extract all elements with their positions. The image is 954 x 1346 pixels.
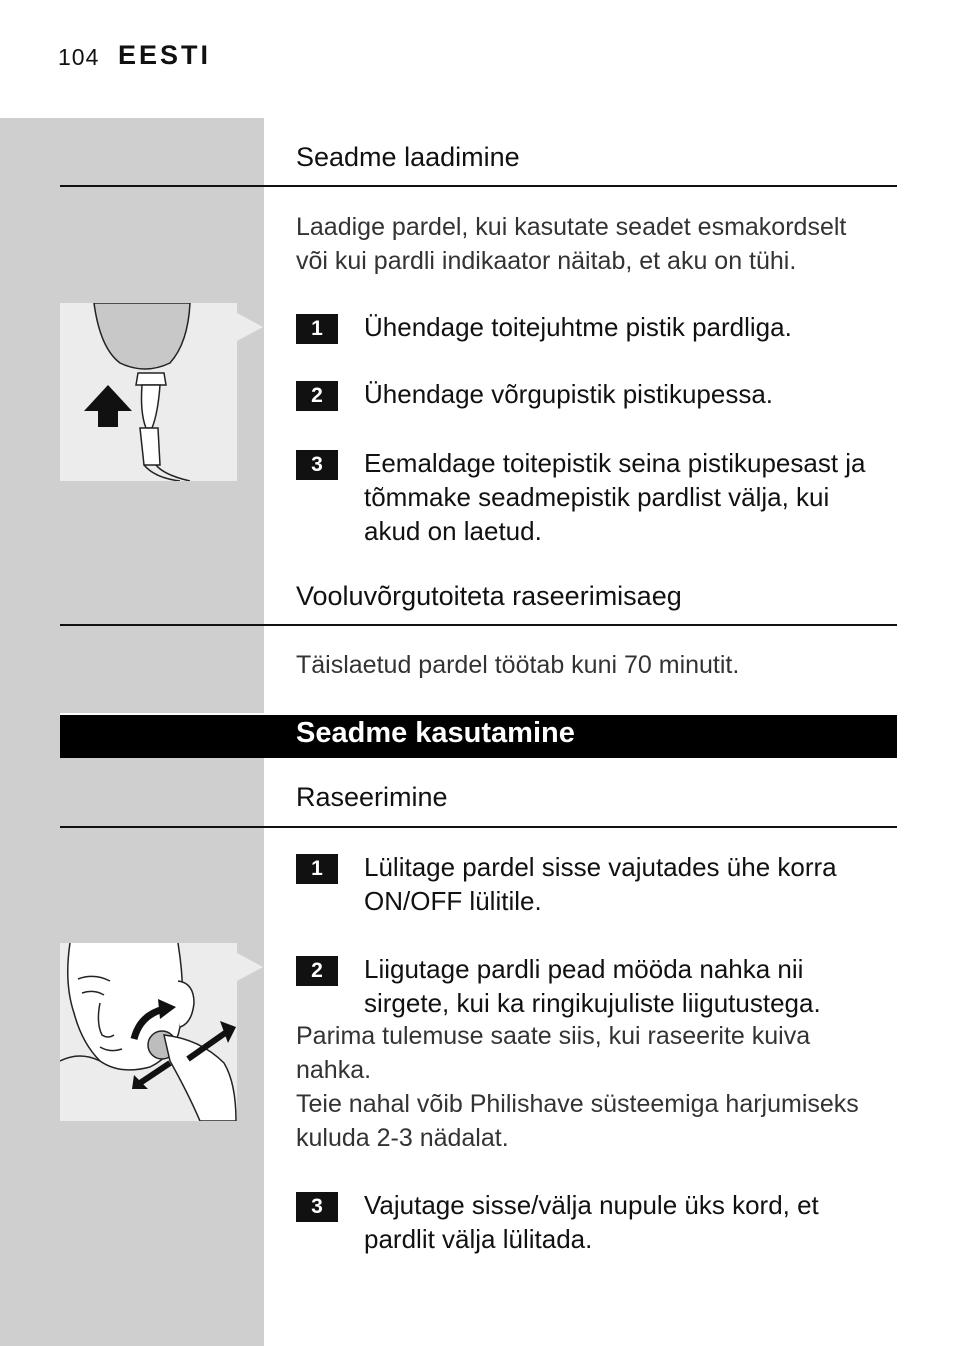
section-banner [60, 713, 897, 758]
section-rule [60, 826, 897, 828]
step-text: Vajutage sisse/välja nupule üks kord, et pardlit välja lülitada. [364, 1190, 819, 1254]
step-number: 2 [296, 381, 338, 411]
up-arrow-icon [84, 385, 132, 427]
step-number: 2 [296, 956, 338, 986]
cordless-text: Täislaetud pardel töötab kuni 70 minutit. [296, 651, 740, 679]
charging-intro-line2: või kui pardli indikaator näitab, et aku on tühi. [296, 247, 797, 275]
step-number: 1 [296, 854, 338, 884]
section-title-cordless: Vooluvõrgutoiteta raseerimisaeg [296, 581, 682, 611]
step-number: 1 [296, 314, 338, 344]
section-rule [60, 185, 897, 187]
shaving-note-line: Parima tulemuse saate siis, kui raseerite kuiva [296, 1022, 811, 1050]
section-title-shaving: Raseerimine [296, 782, 448, 812]
section-title-charging: Seadme laadimine [296, 142, 520, 172]
step-number: 3 [296, 450, 338, 480]
step-text: Ühendage toitejuhtme pistik pardliga. [364, 312, 792, 342]
section-rule [60, 624, 897, 626]
step-text: Liigutage pardli pead mööda nahka nii sirgete, kui ka ringikujuliste liigutustega. [364, 954, 821, 1018]
illustration-pointer [237, 313, 263, 341]
banner-title: Seadme kasutamine [296, 717, 575, 749]
shaving-note-line: kuluda 2-3 nädalat. [296, 1124, 509, 1152]
page-number: 104 [58, 44, 100, 70]
shaving-note-line: nahka. [296, 1056, 372, 1084]
language-label: EESTI [118, 40, 212, 70]
charging-illustration [60, 303, 237, 481]
illustration-pointer [237, 953, 263, 981]
shaving-illustration [60, 943, 237, 1121]
charging-intro-line1: Laadige pardel, kui kasutate seadet esmakordselt [296, 213, 847, 241]
step-text: Lülitage pardel sisse vajutades ühe korra ON/OFF lülitile. [364, 852, 837, 916]
shaving-note-line: Teie nahal võib Philishave süsteemiga harjumiseks [296, 1090, 859, 1118]
step-text: Ühendage võrgupistik pistikupessa. [364, 379, 774, 409]
step-number: 3 [296, 1192, 338, 1222]
step-text: Eemaldage toitepistik seina pistikupesast ja tõmmake seadmepistik pardlist välja, kui akud on laetud. [364, 448, 866, 546]
